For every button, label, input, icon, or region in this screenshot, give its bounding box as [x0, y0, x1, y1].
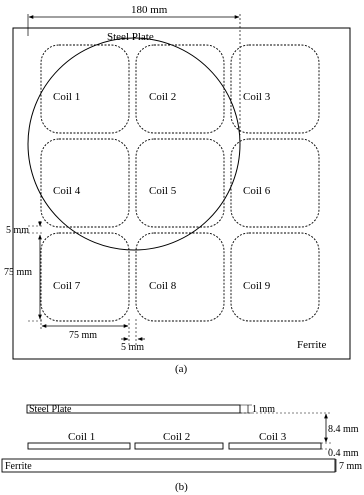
part-b-side-view — [2, 404, 362, 472]
side-coil-1-label: Coil 1 — [68, 431, 96, 443]
coil-5-label: Coil 5 — [149, 185, 177, 197]
dim-coil-height-label: 75 mm — [4, 267, 33, 278]
side-ferrite — [2, 459, 335, 472]
coil-8-label: Coil 8 — [149, 280, 177, 292]
coil-6 — [231, 139, 319, 227]
dim-gap-label: 8.4 mm — [328, 424, 359, 435]
side-coil-3 — [229, 443, 321, 449]
side-coil-3-label: Coil 3 — [259, 431, 287, 443]
coil-7-label: Coil 7 — [53, 280, 81, 292]
dim-plate-label: 1 mm — [252, 404, 276, 415]
coil-9-label: Coil 9 — [243, 280, 271, 292]
steel-plate-label: Steel Plate — [107, 31, 154, 43]
side-coil-1 — [28, 443, 130, 449]
dim-gap-h-label: 5 mm — [121, 342, 145, 353]
steel-plate-circle — [28, 38, 240, 250]
dim-gap-v-label: 5 mm — [6, 225, 30, 236]
coil-6-label: Coil 6 — [243, 185, 271, 197]
coil-2 — [136, 45, 224, 133]
coil-3-label: Coil 3 — [243, 91, 271, 103]
coil-4-label: Coil 4 — [53, 185, 81, 197]
dim-ferrite-label: 7 mm — [339, 461, 363, 472]
caption-b: (b) — [175, 481, 188, 493]
part-a-top-view — [4, 4, 350, 359]
coil-9 — [231, 233, 319, 321]
coil-3 — [231, 45, 319, 133]
dim-180-label: 180 mm — [131, 4, 168, 16]
caption-a: (a) — [175, 363, 188, 375]
coil-7 — [41, 233, 129, 321]
side-ferrite-label: Ferrite — [5, 461, 32, 472]
coil-2-label: Coil 2 — [149, 91, 177, 103]
coil-8 — [136, 233, 224, 321]
coil-5 — [136, 139, 224, 227]
coil-1-label: Coil 1 — [53, 91, 81, 103]
coil-1 — [41, 45, 129, 133]
side-coil-2-label: Coil 2 — [163, 431, 191, 443]
dim-coil-label: 0.4 mm — [328, 448, 359, 459]
side-coil-2 — [135, 443, 223, 449]
side-steel-plate-label: Steel Plate — [29, 404, 72, 415]
dim-coil-width-label: 75 mm — [69, 330, 98, 341]
ferrite-label: Ferrite — [297, 339, 327, 351]
